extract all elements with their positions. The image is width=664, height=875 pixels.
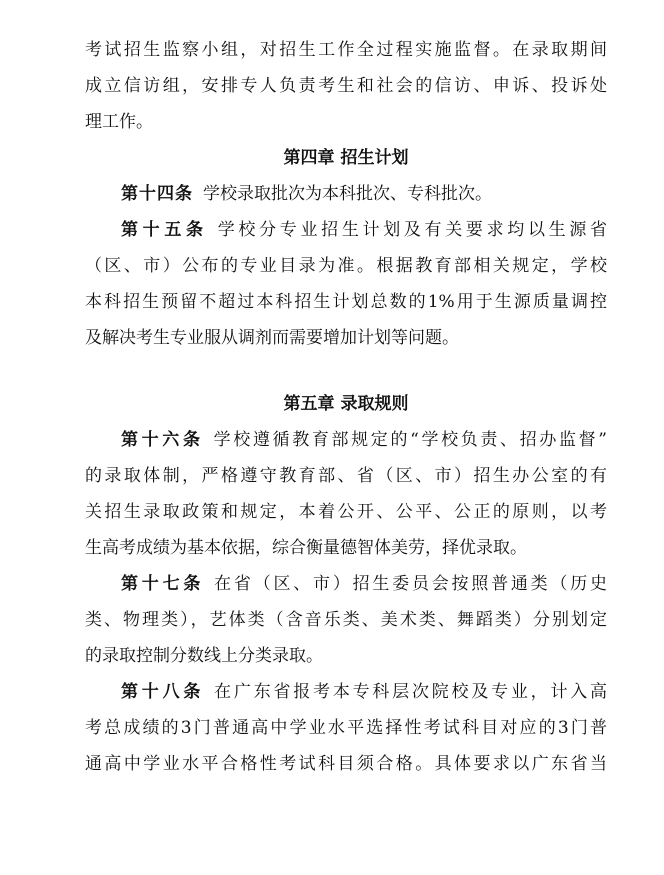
document-page: [85, 32, 607, 782]
paragraph-line: 的录取体制，严格遵守教育部、省（区、市）招生办公室的有: [85, 466, 607, 486]
article-14-label: 第十四条: [121, 184, 193, 204]
article-16-text: 学校遵循教育部规定的“学校负责、招办监督”: [213, 430, 607, 450]
paragraph-line: 及解决考生专业服从调剂而需要增加计划等问题。: [85, 328, 459, 348]
paragraph-line: 通高中学业水平合格性考试科目须合格。具体要求以广东省当: [85, 754, 607, 774]
article-17-line: [85, 566, 607, 602]
article-18-text: 在广东省报考本专科层次院校及专业，计入高: [214, 682, 607, 702]
paragraph-line: 考试招生监察小组，对招生工作全过程实施监督。在录取期间: [85, 40, 607, 60]
paragraph-line: （区、市）公布的专业目录为准。根据教育部相关规定，学校: [85, 256, 607, 276]
article-15-text: 学校分专业招生计划及有关要求均以生源省: [217, 220, 607, 240]
article-15-label: 第十五条: [121, 220, 208, 240]
paragraph-line: 本科招生预留不超过本科招生计划总数的1%用于生源质量调控: [85, 292, 607, 312]
article-14-line: [85, 176, 607, 212]
paragraph-line: 的录取控制分数线上分类录取。: [85, 646, 323, 666]
article-18-line: [85, 674, 607, 710]
paragraph-line: 关招生录取政策和规定，本着公开、公平、公正的原则，以考: [85, 502, 607, 522]
paragraph-line: 生高考成绩为基本依据，综合衡量德智体美劳，择优录取。: [85, 538, 527, 558]
article-14-text: 学校录取批次为本科批次、专科批次。: [203, 184, 492, 204]
paragraph-line: 理工作。: [85, 112, 153, 132]
article-18-label: 第十八条: [121, 682, 205, 702]
chapter-four-title: 第四章 招生计划: [283, 148, 409, 168]
chapter-five-title: 第五章 录取规则: [283, 394, 409, 414]
section-gap: [85, 356, 607, 386]
paragraph-line: 类、物理类），艺体类（含音乐类、美术类、舞蹈类）分别划定: [85, 610, 607, 630]
article-16-line: [85, 422, 607, 458]
article-16-label: 第十六条: [121, 430, 204, 450]
paragraph-line: 成立信访组，安排专人负责考生和社会的信访、申诉、投诉处: [85, 76, 607, 96]
article-17-text: 在省（区、市）招生委员会按照普通类（历史: [214, 574, 607, 594]
paragraph-line: 考总成绩的3门普通高中学业水平选择性考试科目对应的3门普: [85, 718, 607, 738]
article-15-line: [85, 212, 607, 248]
article-17-label: 第十七条: [121, 574, 205, 594]
